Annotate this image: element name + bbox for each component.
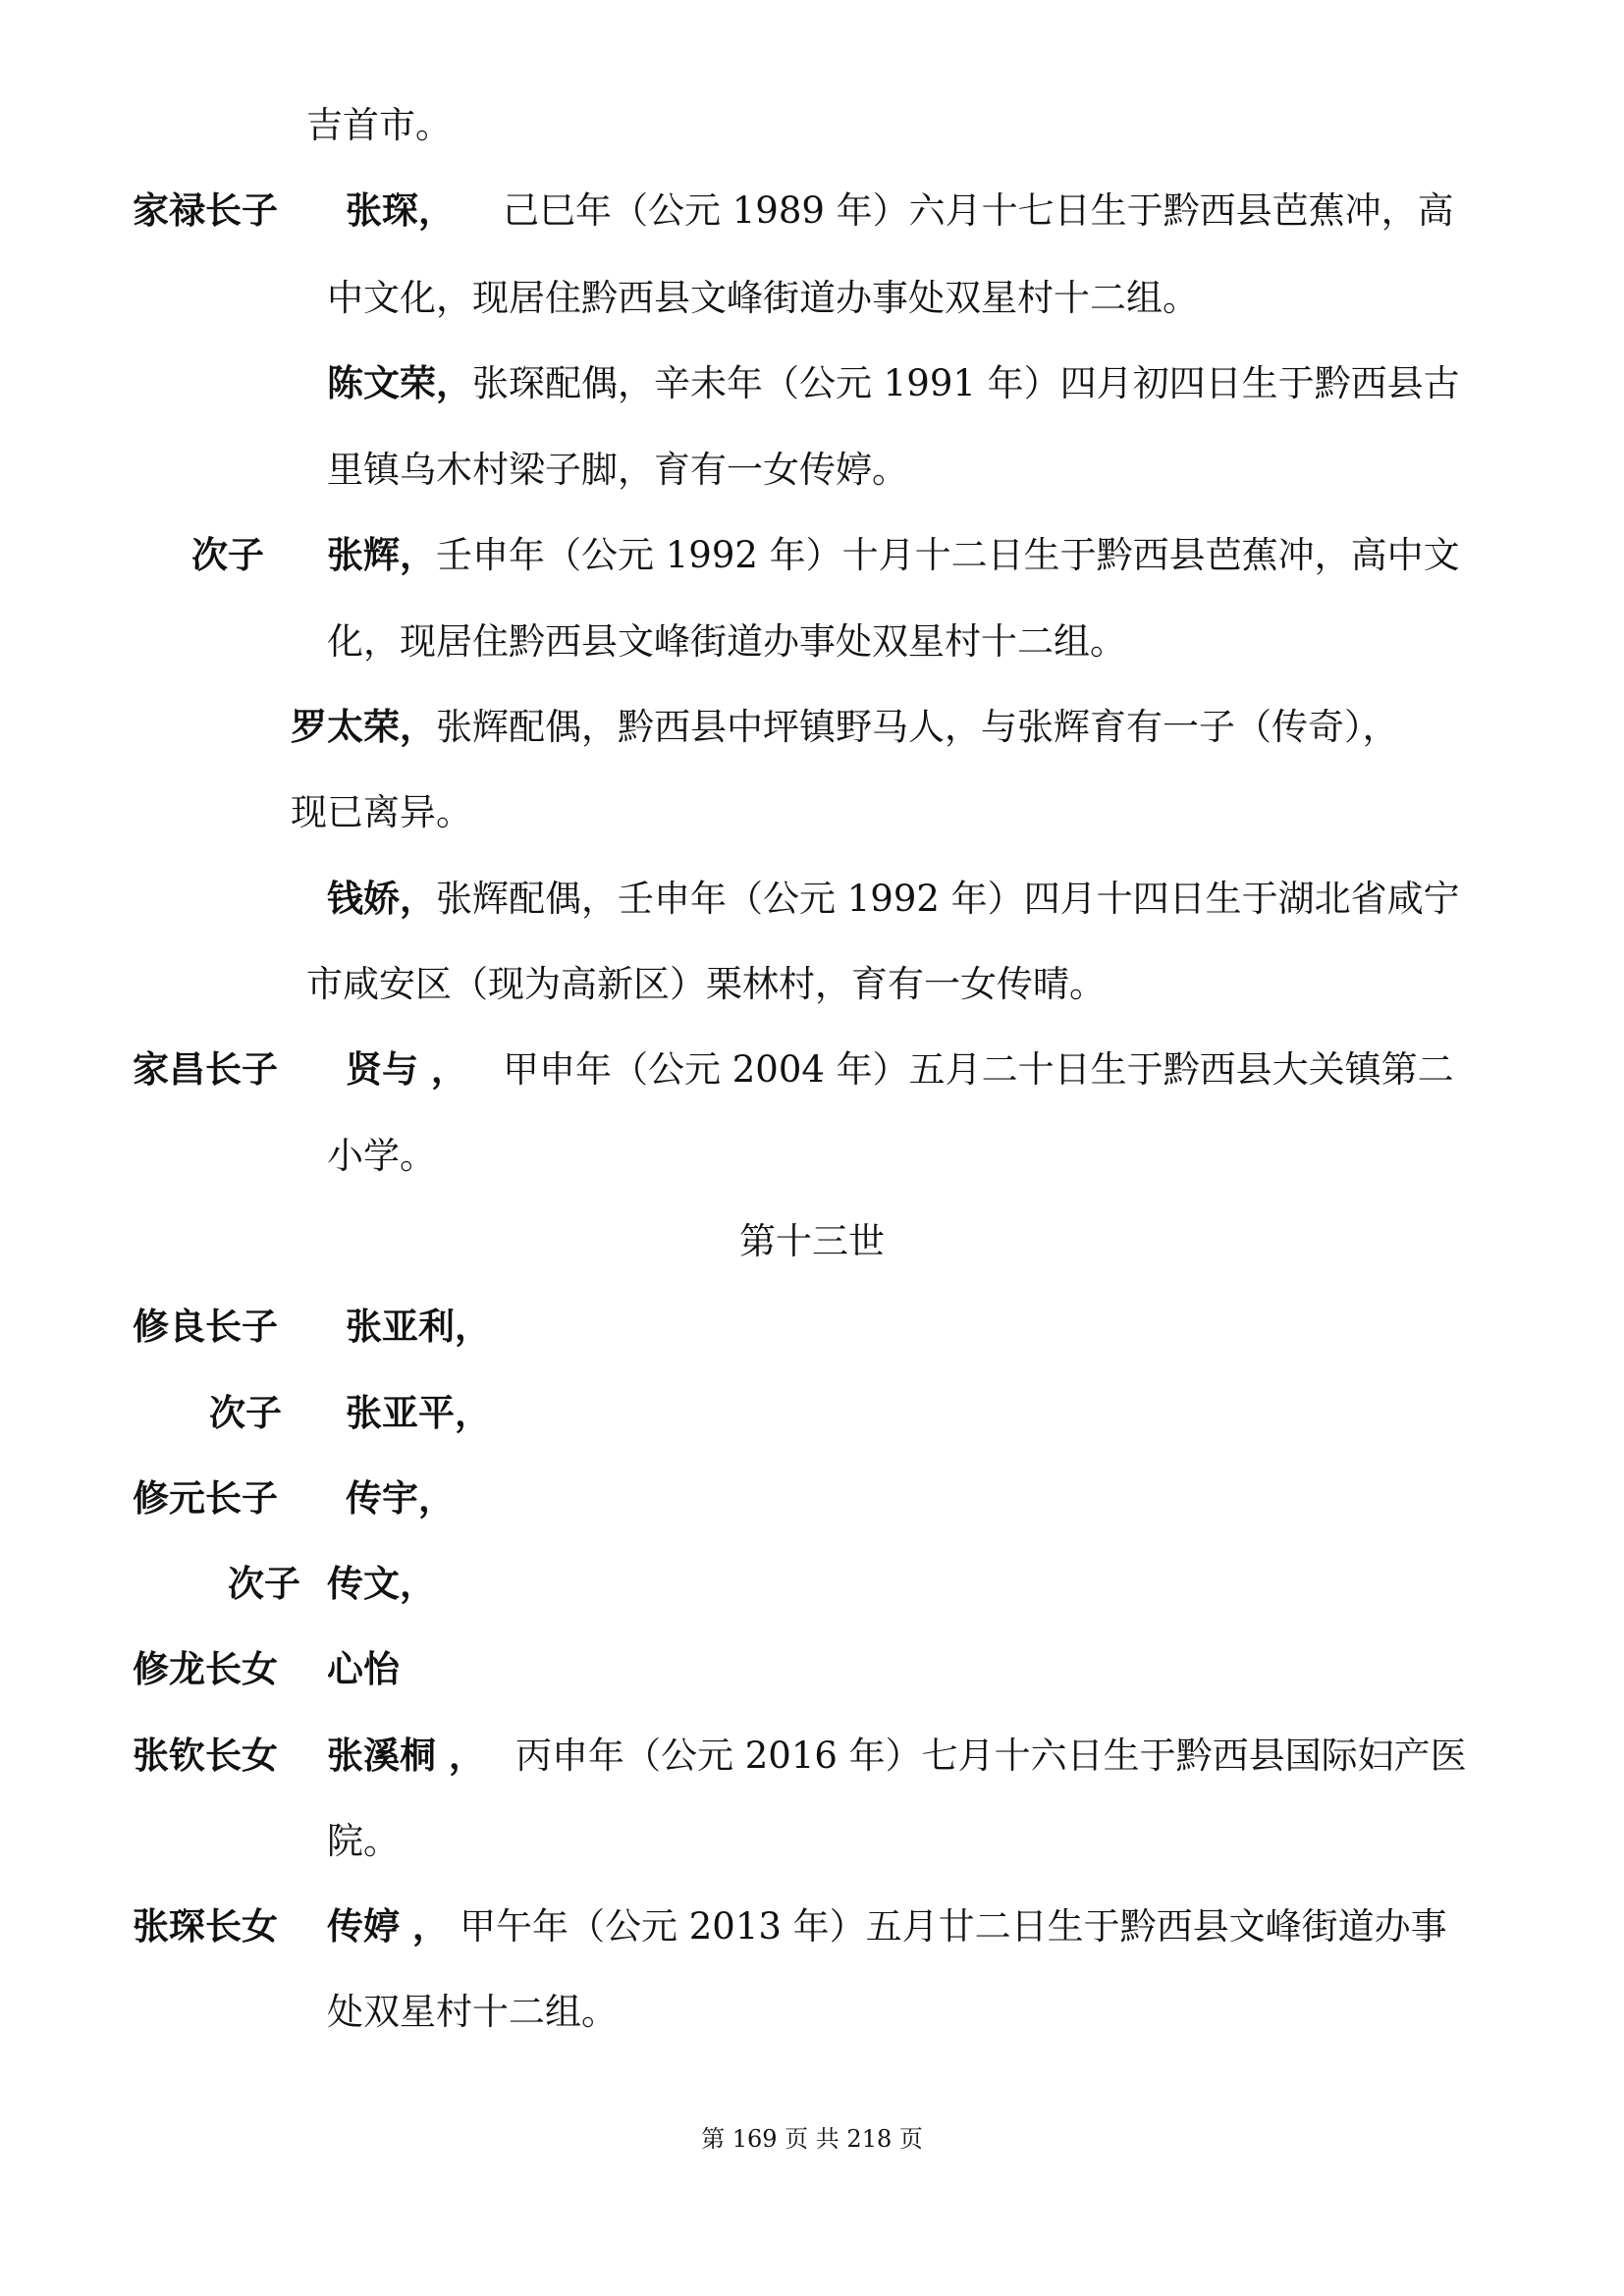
entry-text-continued: 化，现居住黔西县文峰街道办事处双星村十二组。 <box>327 620 1126 663</box>
relation-label: 修良长子 <box>133 1306 278 1348</box>
person-name: 传文， <box>327 1563 436 1605</box>
person-name: 张亚平， <box>346 1392 491 1434</box>
person-name: 张溪桐 ， <box>327 1735 485 1777</box>
entry-text-continued: 市咸安区（现为高新区）栗林村，育有一女传晴。 <box>306 963 1106 1005</box>
entry-text: 甲申年（公元 2004 年）五月二十日生于黔西县大关镇第二 <box>503 1048 1454 1091</box>
page-number-footer: 第 169 页 共 218 页 <box>701 2125 923 2153</box>
person-name: 传婷 ， <box>327 1905 449 1948</box>
entry-text: 张辉配偶，黔西县中坪镇野马人，与张辉育有一子（传奇）， <box>436 706 1399 748</box>
entry-text-continued: 现已离异。 <box>291 791 472 833</box>
section-heading: 第十三世 <box>739 1220 885 1262</box>
person-name: 张辉， <box>327 534 436 576</box>
person-name: 心怡 <box>327 1648 400 1690</box>
entry-text: 甲午年（公元 2013 年）五月廿二日生于黔西县文峰街道办事 <box>460 1905 1447 1948</box>
entry-text: 丙申年（公元 2016 年）七月十六日生于黔西县国际妇产医 <box>515 1735 1467 1777</box>
entry-text: 张辉配偶，壬申年（公元 1992 年）四月十四日生于湖北省咸宁 <box>436 878 1460 920</box>
person-name: 罗太荣， <box>291 706 436 748</box>
entry-text: 己巳年（公元 1989 年）六月十七日生于黔西县芭蕉冲，高 <box>503 189 1454 232</box>
relation-label: 次子 <box>191 534 264 576</box>
entry-text: 张琛配偶，辛未年（公元 1991 年）四月初四日生于黔西县古 <box>472 362 1460 404</box>
relation-label: 次子 <box>228 1563 300 1605</box>
relation-label: 张琛长女 <box>133 1905 278 1948</box>
entry-text: 壬申年（公元 1992 年）十月十二日生于黔西县芭蕉冲，高中文 <box>436 534 1460 576</box>
entry-text-continued: 处双星村十二组。 <box>327 1991 618 2033</box>
text-line: 吉首市。 <box>306 104 452 146</box>
person-name: 张亚利， <box>346 1306 491 1348</box>
relation-label: 张钦长女 <box>133 1735 278 1777</box>
person-name: 传宇， <box>346 1477 455 1520</box>
person-name: 陈文荣， <box>327 362 472 404</box>
person-name: 张琛， <box>346 189 455 232</box>
person-name: 贤与 ， <box>346 1048 467 1091</box>
relation-label: 修元长子 <box>133 1477 278 1520</box>
entry-text-continued: 中文化，现居住黔西县文峰街道办事处双星村十二组。 <box>327 277 1199 319</box>
entry-text-continued: 院。 <box>327 1820 400 1862</box>
relation-label: 次子 <box>209 1392 282 1434</box>
relation-label: 修龙长女 <box>133 1648 278 1690</box>
entry-text-continued: 小学。 <box>327 1135 436 1177</box>
entry-text-continued: 里镇乌木村梁子脚，育有一女传婷。 <box>327 449 908 491</box>
relation-label: 家禄长子 <box>133 189 278 232</box>
relation-label: 家昌长子 <box>133 1048 278 1091</box>
person-name: 钱娇， <box>327 878 436 920</box>
